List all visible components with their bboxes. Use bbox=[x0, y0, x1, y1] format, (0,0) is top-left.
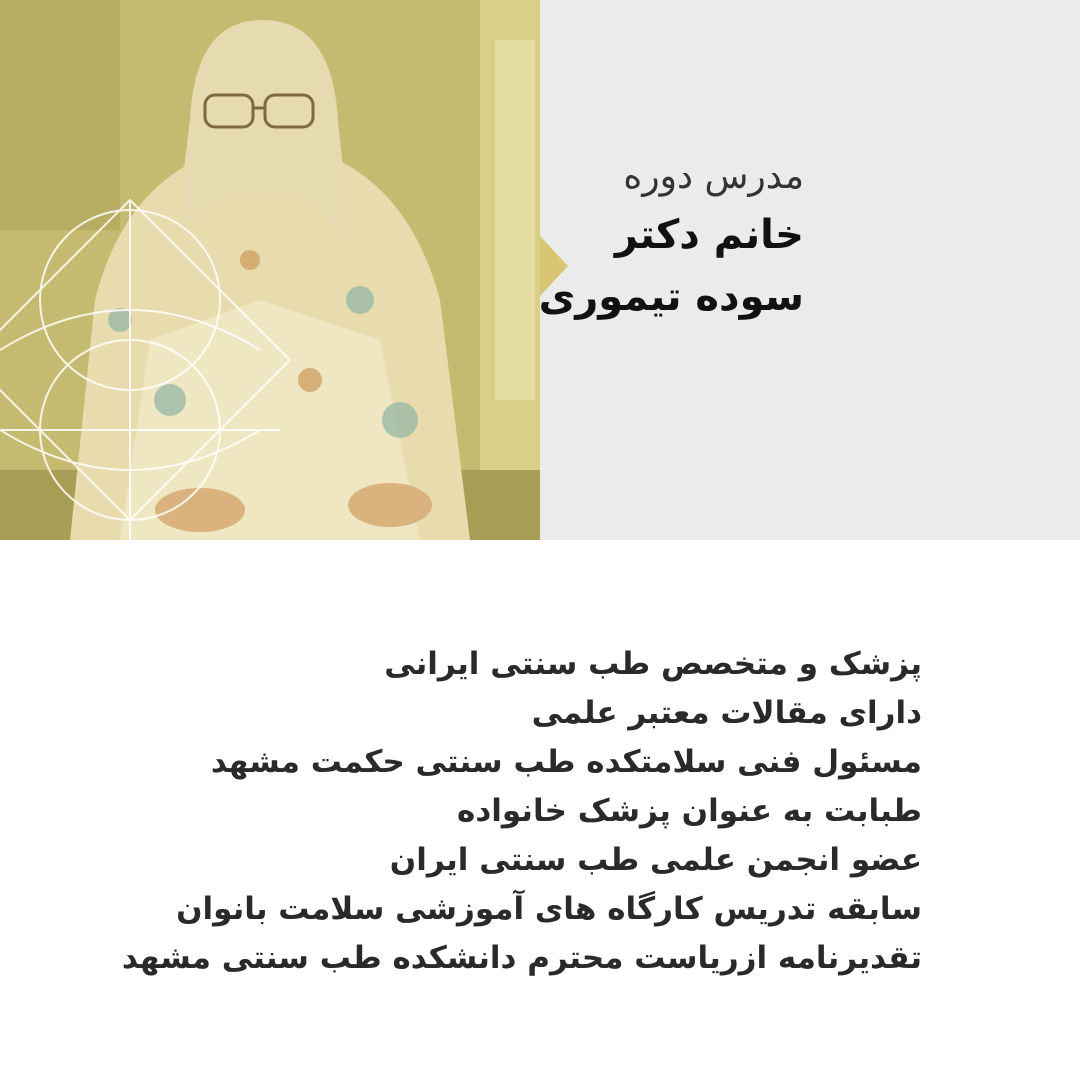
bio-item: دارای مقالات معتبر علمی bbox=[531, 695, 922, 731]
instructor-photo bbox=[0, 0, 540, 540]
instructor-name-line2: سوده تیموری bbox=[538, 274, 804, 320]
portrait-photo-illustration bbox=[0, 0, 540, 540]
bio-item: پزشک و متخصص طب سنتی ایرانی bbox=[384, 646, 922, 682]
instructor-bio-list bbox=[122, 640, 922, 983]
bio-item: عضو انجمن علمی طب سنتی ایران bbox=[389, 842, 922, 878]
bio-item: مسئول فنی سلامتکده طب سنتی حکمت مشهد bbox=[210, 744, 922, 780]
bio-item: سابقه تدریس کارگاه های آموزشی سلامت بانوان bbox=[176, 891, 922, 927]
instructor-name-line1: خانم دکتر bbox=[614, 212, 804, 258]
instructor-caption bbox=[539, 150, 804, 328]
bio-item: تقدیرنامه ازریاست محترم دانشکده طب سنتی مشهد bbox=[121, 940, 922, 976]
bio-item: طبابت به عنوان پزشک خانواده bbox=[457, 793, 922, 829]
course-instructor-label: مدرس دوره bbox=[623, 156, 804, 197]
